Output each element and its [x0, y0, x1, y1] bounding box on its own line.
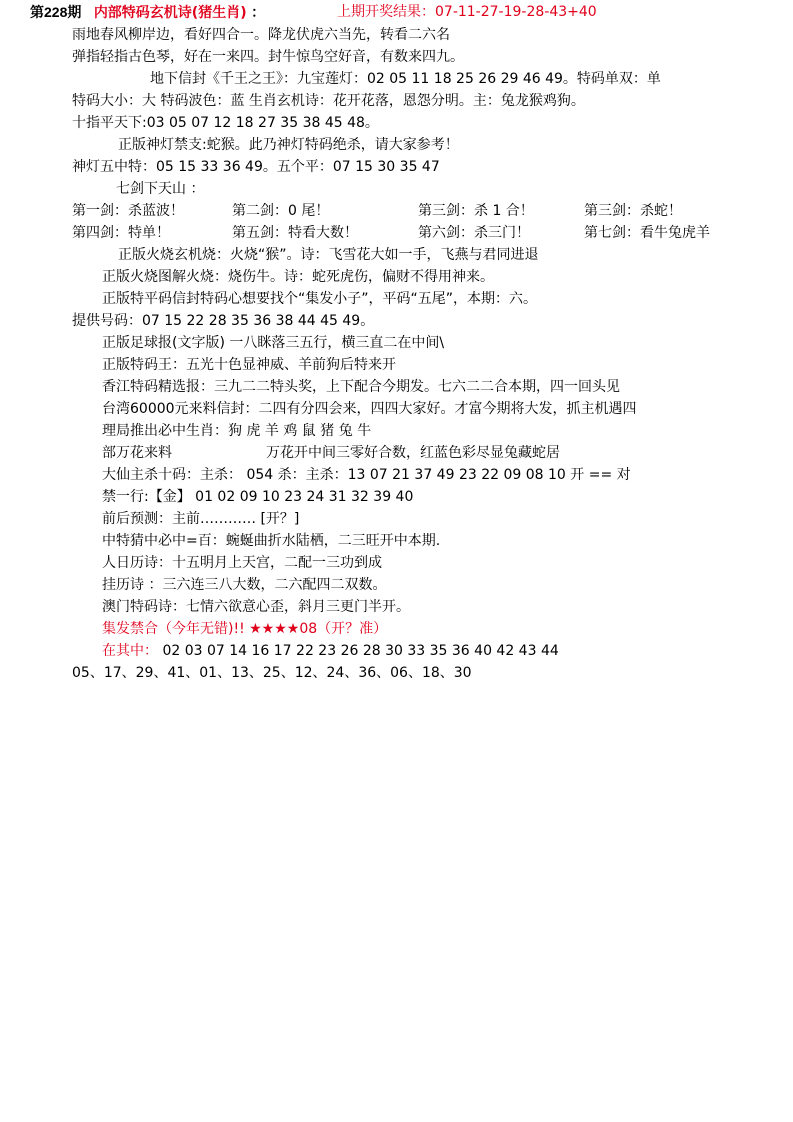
fire-diagram-line: 正版火烧图解火烧：烧伤牛。诗：蛇死虎伤，偏财不得用神来。: [102, 269, 494, 285]
seven-swords-title: 七剑下天山 ：: [116, 181, 205, 197]
lamp-ban-line: 正版神灯禁支:蛇猴。此乃神灯特码绝杀，请大家参考！: [118, 137, 459, 153]
issue-number: 第228期: [30, 4, 82, 20]
calendar-poem-line: 人日历诗：十五明月上天宫，二配一三功到成: [102, 555, 382, 571]
macau-poem-line: 澳门特码诗：七情六欲意心歪，斜月三更门半开。: [102, 599, 410, 615]
taiwan-envelope-line: 台湾60000元来料信封：二四有分四会来，四四大家好。才富今期将大发，抓主机遇四: [102, 401, 637, 417]
within-line: [102, 641, 559, 661]
header-title: 内部特码玄机诗(猪生肖): [93, 5, 247, 21]
fire-burn-line: 正版火烧玄机烧：火烧“猴”。诗：飞雪花大如一手，飞燕与君同进退: [118, 247, 539, 263]
sword-5: 第五剑：特看大数！: [232, 225, 358, 241]
provided-numbers-line: 提供号码：07 15 22 28 35 36 38 44 45 49。: [72, 313, 375, 329]
immortal-kill-line: 大仙主杀十码：主杀： 054 杀：主杀：13 07 21 37 49 23 22 09 08 10 开 == 对: [102, 467, 631, 483]
forecast-line: 前后预测：主前………… [开？]: [102, 511, 300, 527]
jifa-ban-line: 集发禁合（今年无错)!! ★★★★08（开？准）: [102, 621, 388, 637]
header-line: [30, 2, 265, 22]
football-news-line: 正版足球报(文字版) 一八眯落三五行，横三直二在中间\: [102, 335, 445, 351]
sword-6: 第六剑：杀三门！: [418, 225, 530, 241]
flower-source-label: 部万花来料: [102, 445, 172, 461]
ban-row-line: 禁一行:【金】 01 02 09 10 23 24 31 32 39 40: [102, 489, 414, 505]
poem-line-1: 雨地春风柳岸边，看好四合一。降龙伏虎六当先，转看二六名: [72, 27, 450, 43]
hongkong-pick-line: 香江特码精选报：三九二二特头奖，上下配合今期发。七六二二合本期，四一回头见: [102, 379, 620, 395]
ten-fingers-line: 十指平天下:03 05 07 12 18 27 35 38 45 48。: [72, 115, 379, 131]
number-sequence-line: 05、17、29、41、01、13、25、12、24、36、06、18、30: [72, 665, 472, 681]
sword-1: 第一剑：杀蓝波！: [72, 203, 184, 219]
sword-4: 第四剑：特单！: [72, 225, 170, 241]
zodiac-pick-line: 理局推出必中生肖：狗 虎 羊 鸡 鼠 猪 兔 牛: [102, 423, 372, 439]
flat-code-line: 正版特平码信封特码心想要找个“集发小子”，平码“五尾”，本期：六。: [102, 291, 538, 307]
envelope-line: 地下信封《千王之王》：九宝莲灯：02 05 11 18 25 26 29 46 49。特码单双：单: [150, 71, 661, 87]
flower-source-text: 万花开中间三零好合数，红蓝色彩尽显兔藏蛇居: [266, 445, 560, 461]
result-label: 上期开奖结果：: [337, 4, 435, 20]
sword-3b: 第三剑：杀蛇！: [584, 203, 682, 219]
wall-calendar-line: 挂历诗 ：三六连三八大数，二六配四二双数。: [102, 577, 387, 593]
last-result: [337, 2, 597, 22]
size-color-line: 特码大小：大 特码波色：蓝 生肖玄机诗：花开花落，恩怨分明。主：兔龙猴鸡狗。: [72, 93, 585, 109]
sword-2: 第二剑：0 尾！: [232, 203, 330, 219]
sword-7: 第七剑：看牛兔虎羊: [584, 225, 710, 241]
sword-3: 第三剑：杀 1 合！: [418, 203, 534, 219]
within-numbers: 02 03 07 14 16 17 22 23 26 28 30 33 35 36 40 42 43 44: [158, 643, 559, 659]
result-value: 07-11-27-19-28-43+40: [435, 4, 597, 20]
within-label: 在其中：: [102, 643, 158, 659]
poem-line-2: 弹指轻指古色琴，好在一来四。封牛惊鸟空好音，有数来四九。: [72, 49, 464, 65]
header-colon: ：: [251, 5, 266, 21]
special-king-line: 正版特码王：五光十色显神威、羊前狗后特来开: [102, 357, 396, 373]
lamp-five-line: 神灯五中特：05 15 33 36 49。五个平：07 15 30 35 47: [72, 159, 440, 175]
guess-line: 中特猜中必中=百：蜿蜒曲折水陆栖，二三旺开中本期.: [102, 533, 441, 549]
